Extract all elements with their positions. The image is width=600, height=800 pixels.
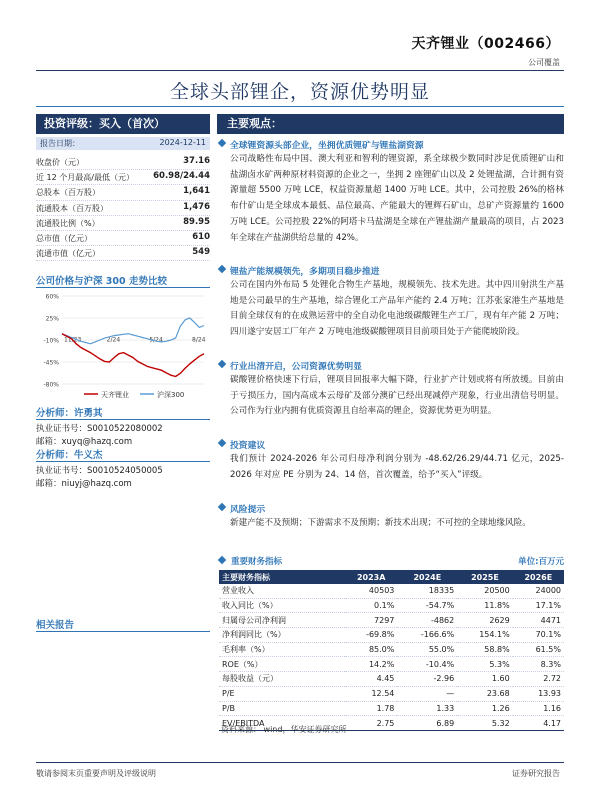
table-cell: 5.32 <box>457 716 512 731</box>
table-cell: -4862 <box>397 613 457 628</box>
x-tick-label: 11/23 <box>64 336 82 344</box>
table-row <box>219 686 564 701</box>
report-title: 全球头部锂企，资源优势明显 <box>169 81 430 103</box>
financial-table <box>219 570 564 731</box>
chart-legend <box>84 390 184 399</box>
financial-table-header <box>219 555 564 567</box>
x-tick-label: 5/24 <box>149 336 163 344</box>
table-row <box>219 642 564 657</box>
analyst-1-title: 分析师：许勇其 <box>36 408 103 419</box>
row-label: EV/EBITDA <box>219 716 345 731</box>
table-cell: 4.45 <box>345 672 397 687</box>
table-cell: 154.1% <box>457 628 512 643</box>
table-cell: 2.75 <box>345 716 397 731</box>
point-title <box>219 438 564 451</box>
table-cell: 12.54 <box>345 686 397 701</box>
legend-label-index: 沪深300 <box>157 391 185 399</box>
analyst-2-email: 邮箱：niuyj@hazq.com <box>36 479 132 489</box>
table-cell: 2.72 <box>513 672 564 687</box>
header-divider <box>36 70 564 71</box>
table-cell: 58.8% <box>457 642 512 657</box>
metric-label: 收盘价（元） <box>36 158 84 167</box>
chart-y-axis <box>43 294 59 389</box>
diamond-bullet-icon <box>218 265 226 273</box>
table-cell: 20500 <box>457 584 512 598</box>
related-reports-title: 相关报告 <box>36 620 75 631</box>
metric-row <box>36 246 210 261</box>
point-title-text: 锂盐产能规模领先，多期项目稳步推进 <box>230 267 380 277</box>
y-tick-label: 25% <box>45 315 59 323</box>
metric-value: 89.95 <box>183 216 210 227</box>
metric-row <box>36 170 210 185</box>
row-label: 毛利率（%） <box>219 642 345 657</box>
table-cell: 17.1% <box>513 598 564 613</box>
column-header: 2026E <box>513 570 564 584</box>
table-cell: 1.33 <box>397 701 457 716</box>
financial-table-title: 重要财务指标 <box>231 557 283 567</box>
chart-title: 公司价格与沪深 300 走势比较 <box>36 276 167 287</box>
row-label: 归属母公司净利润 <box>219 613 345 628</box>
row-label: P/E <box>219 686 345 701</box>
table-row <box>219 672 564 687</box>
metric-value: 37.16 <box>183 156 210 166</box>
table-row <box>219 628 564 643</box>
point-body: 我们预计 2024-2026 年公司归母净利润分别为 -48.62/26.29/44.71 亿元，2025-2026 年对应 PE 分别为 24、14 倍，首次覆盖，给予“买入”评级。 <box>230 454 564 480</box>
table-cell: 23.68 <box>457 686 512 701</box>
column-header: 2025E <box>457 570 512 584</box>
analyst-1-divider <box>36 419 210 420</box>
table-cell: 1.16 <box>513 701 564 716</box>
analyst-2-title: 分析师：牛义杰 <box>36 450 103 461</box>
stock-metrics <box>36 155 210 261</box>
row-label: 收入同比（%） <box>219 598 345 613</box>
data-source-note: 资料来源： wind，华安证券研究所 <box>221 725 347 734</box>
x-tick-label: 2/24 <box>106 336 121 344</box>
metric-value: 1,641 <box>183 186 210 197</box>
point-risk <box>219 502 564 532</box>
table-cell: 4.17 <box>513 716 564 731</box>
table-cell: 0.1% <box>345 598 397 613</box>
report-date: 2024-12-11 <box>159 138 206 147</box>
table-row <box>219 657 564 672</box>
table-cell: 4471 <box>513 613 564 628</box>
row-label: 营业收入 <box>219 584 345 598</box>
column-header: 2023A <box>345 570 397 584</box>
related-divider <box>36 631 210 632</box>
table-cell: — <box>397 686 457 701</box>
table-cell: 13.93 <box>513 686 564 701</box>
metric-label: 流通股比例（%） <box>36 218 100 228</box>
company-name: 天齐锂业（002466） <box>411 36 560 52</box>
column-header: 主要财务指标 <box>219 570 345 584</box>
metric-label: 流通股本（百万股） <box>36 203 108 213</box>
table-cell: 61.5% <box>513 642 564 657</box>
table-cell: 1.26 <box>457 701 512 716</box>
table-cell: 1.60 <box>457 672 512 687</box>
point-title-text: 行业出清开启，公司资源优势明显 <box>230 362 362 372</box>
point-resources <box>219 138 564 246</box>
table-cell: 40503 <box>345 584 397 598</box>
footer-disclaimer: 敬请参阅末页重要声明及评级说明 <box>36 769 156 778</box>
table-cell: 6.89 <box>397 716 457 731</box>
main-points-banner: 主要观点： <box>217 114 564 134</box>
point-investment <box>219 438 564 483</box>
y-tick-label: -10% <box>43 337 59 345</box>
table-cell: 7297 <box>345 613 397 628</box>
point-body: 公司战略性布局中国、澳大利亚和智利的锂资源，系全球极少数同时涉足优质锂矿山和盐湖卤水矿两种原材料资源的企业之一，坐拥 2 座锂矿山以及 2 处锂盐湖，合计拥有资源量超 5500 万吨 LCE，权益资源量超 1400 万吨 LCE。其中，公司控股 26%的格林布什矿山是全球成本最低、品位最高、产能最大的锂辉石矿山，总矿产资源量约 1600 万吨 LCE。公司控股 22%的阿塔卡马盐湖是全球在产锂盐湖产量最高的项目，占 2023 年全球在产盐湖供给总量的 42%。 <box>230 154 564 243</box>
metric-value: 1,476 <box>183 201 210 212</box>
table-cell: -69.8% <box>345 628 397 643</box>
metric-row <box>36 201 210 216</box>
metric-row <box>36 155 210 170</box>
table-cell: 5.3% <box>457 657 512 672</box>
metric-label: 总市值（亿元） <box>36 233 92 243</box>
table-cell: 11.8% <box>457 598 512 613</box>
table-cell: 2629 <box>457 613 512 628</box>
point-title-text: 全球锂资源头部企业，坐拥优质锂矿与锂盐湖资源 <box>230 141 424 151</box>
chart-divider <box>36 287 210 288</box>
table-cell: 85.0% <box>345 642 397 657</box>
metric-value: 610 <box>192 231 210 242</box>
y-tick-label: -45% <box>43 359 59 367</box>
row-label: ROE（%） <box>219 657 345 672</box>
analyst-2-divider <box>36 461 210 462</box>
table-header-row <box>219 570 564 584</box>
diamond-bullet-icon <box>218 503 226 511</box>
column-header: 2024E <box>397 570 457 584</box>
row-label: 每股收益（元） <box>219 672 345 687</box>
point-title <box>219 138 564 151</box>
table-row <box>219 701 564 716</box>
diamond-bullet-icon <box>218 360 226 368</box>
table-cell: -166.6% <box>397 628 457 643</box>
footer-divider <box>36 762 564 763</box>
point-body: 公司在国内外布局 5 处锂化合物生产基地，规模领先、技术先进。其中四川射洪生产基地是公司最早的生产基地，综合锂化工产品年产能约 2.4 万吨；江苏张家港生产基地是目前全球仅有的在成熟运营中的全自动化电池级碳酸锂生产工厂，现有年产能 2 万吨；四川遂宁安居工厂年产 2 万吨电池级碳酸锂项目目前项目处于产能爬坡阶段。 <box>230 280 564 338</box>
price-comparison-chart <box>36 290 210 402</box>
table-cell: 18335 <box>397 584 457 598</box>
point-body: 碳酸锂价格快速下行后，锂项目回报率大幅下降，行业扩产计划或将有所放缓。目前由于亏损压力，国内高成本云母矿及部分澳矿已经出现减停产现象，行业出清信号明显。公司作为行业内拥有优质资源且自给率高的锂企，资源优势更为明显。 <box>230 375 564 417</box>
metric-label: 流通市值（亿元） <box>36 249 100 259</box>
metric-row <box>36 231 210 246</box>
point-title-text: 投资建议 <box>230 441 266 451</box>
y-tick-label: 60% <box>45 293 59 301</box>
metric-value: 549 <box>192 247 210 258</box>
table-cell: 70.1% <box>513 628 564 643</box>
metric-row <box>36 185 210 200</box>
metric-row <box>36 216 210 231</box>
analyst-2-cert: 执业证书号：S0010524050005 <box>36 466 163 476</box>
footer-report-label: 证券研究报告 <box>512 769 560 778</box>
point-body: 新建产能不及预期；下游需求不及预期；新技术出现；不可控的全球地缘风险。 <box>230 518 531 528</box>
table-cell: -10.4% <box>397 657 457 672</box>
point-title-text: 风险提示 <box>230 505 266 515</box>
rating-banner: 投资评级：买入（首次） <box>36 114 210 134</box>
analyst-1-cert: 执业证书号：S0010522080002 <box>36 424 163 434</box>
report-date-row <box>36 137 210 150</box>
point-title <box>219 264 564 277</box>
metric-label: 总股本（百万股） <box>36 188 100 198</box>
table-cell: 8.3% <box>513 657 564 672</box>
point-capacity <box>219 264 564 341</box>
table-cell: 14.2% <box>345 657 397 672</box>
analyst-1-email: 邮箱：xuyq@hazq.com <box>36 437 133 447</box>
table-cell: 55.0% <box>397 642 457 657</box>
y-tick-label: -80% <box>43 381 59 389</box>
row-label: 净利润同比（%） <box>219 628 345 643</box>
title-divider <box>36 106 564 107</box>
table-row <box>219 613 564 628</box>
x-tick-label: 8/24 <box>192 336 206 344</box>
diamond-bullet-icon <box>218 139 226 147</box>
report-type: 公司覆盖 <box>528 58 560 67</box>
row-label: P/B <box>219 701 345 716</box>
table-cell: -2.96 <box>397 672 457 687</box>
point-title <box>219 502 564 515</box>
diamond-bullet-icon <box>218 556 226 564</box>
table-row <box>219 598 564 613</box>
metric-label: 近 12 个月最高/最低（元） <box>36 173 134 183</box>
point-title <box>219 359 564 372</box>
point-industry <box>219 359 564 420</box>
table-row <box>219 584 564 598</box>
report-date-label: 报告日期： <box>40 139 80 148</box>
financial-table-unit: 单位:百万元 <box>518 557 564 567</box>
table-cell: 1.78 <box>345 701 397 716</box>
metric-value: 60.98/24.44 <box>153 171 210 182</box>
table-cell: 24000 <box>513 584 564 598</box>
diamond-bullet-icon <box>218 439 226 447</box>
legend-label-company: 天齐锂业 <box>101 391 129 399</box>
table-cell: -54.7% <box>397 598 457 613</box>
